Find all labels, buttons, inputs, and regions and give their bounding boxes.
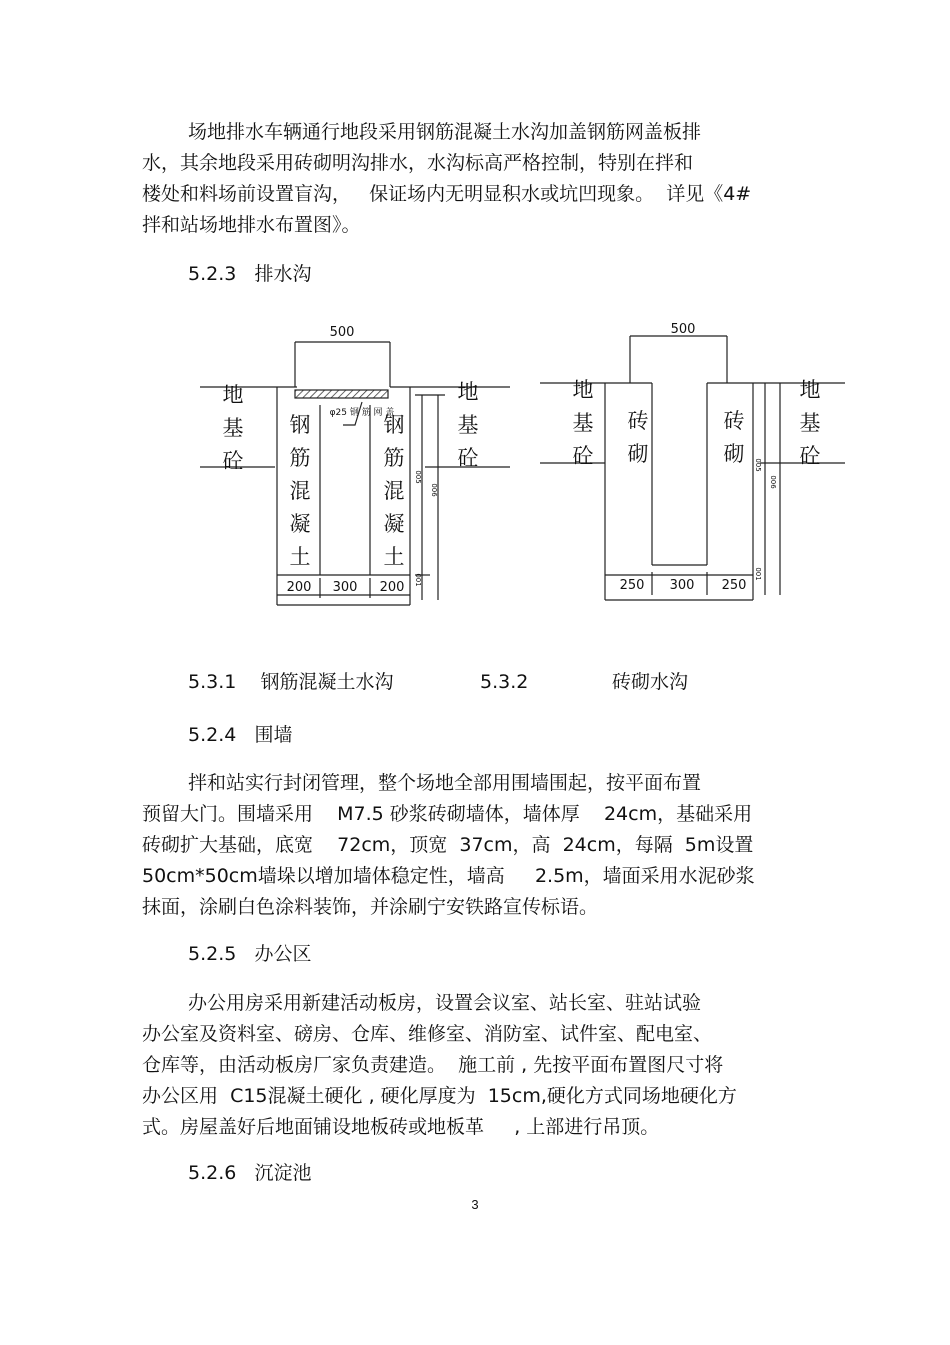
rc-ground-left-char: 地 — [222, 383, 244, 407]
rc-cover-label: φ25 钢 筋 网 盖 — [329, 408, 395, 418]
rc-wall-left-char: 凝 — [289, 512, 311, 536]
rc-ground-right-char: 基 — [457, 413, 479, 437]
figure-caption-brick-ditch: 砖砌水沟 — [612, 671, 689, 693]
rc-wall-right-char: 钢 — [383, 413, 405, 437]
rc-ground-right-char: 地 — [457, 380, 479, 404]
brick-ground-left-char: 基 — [572, 411, 594, 435]
brick-wall-right-char: 砌 — [723, 442, 745, 466]
brick-ground-left-char: 地 — [572, 378, 594, 402]
brick-bottom-dim: 250 — [619, 578, 645, 593]
rc-top-width-label: 500 — [329, 325, 355, 340]
para2-line-5: 抹面，涂刷白色涂料装饰，并涂刷宁安铁路宣传标语。 — [142, 896, 599, 918]
para3-line-4: 办公区用 C15混凝土硬化 , 硬化厚度为 15cm,硬化方式同场地硬化方 — [142, 1085, 737, 1107]
rc-ground-right-char: 砼 — [457, 446, 479, 470]
rc-wall-right-char: 凝 — [383, 512, 405, 536]
brick-ground-right-char: 基 — [799, 411, 821, 435]
brick-top-width-label: 500 — [670, 322, 696, 337]
figure-caption-number: 5.3.2 — [480, 671, 529, 693]
para3-line-5: 式。房屋盖好后地面铺设地板砖或地板革 , 上部进行吊顶。 — [142, 1116, 660, 1138]
section-heading-5-2-6: 5.2.6 沉淀池 — [188, 1162, 312, 1184]
para1-line-4: 拌和站场地排水布置图》。 — [142, 214, 361, 236]
rc-wall-right-char: 筋 — [383, 446, 405, 470]
para2-line-2: 预留大门。围墙采用 M7.5 砂浆砖砌墙体，墙体厚 24cm，基础采用 — [142, 803, 753, 825]
ditch-cross-section-figure — [195, 315, 855, 615]
para1-line-2: 水，其余地段采用砖砌明沟排水，水沟标高严格控制，特别在拌和 — [142, 152, 694, 174]
brick-ground-left-char: 砼 — [572, 444, 594, 468]
rc-wall-left-char: 混 — [289, 479, 311, 503]
para3-line-3: 仓库等，由活动板房厂家负责建造。 施工前 , 先按平面布置图尺寸将 — [142, 1054, 724, 1076]
rc-bottom-dim: 200 — [286, 580, 312, 595]
brick-wall-right-char: 砖 — [723, 409, 745, 433]
rc-bottom-dim: 200 — [379, 580, 405, 595]
brick-wall-left-char: 砖 — [627, 409, 649, 433]
rc-wall-right-char: 混 — [383, 479, 405, 503]
rc-side-dim-500: 005 — [414, 470, 422, 484]
rc-ground-left-char: 砼 — [222, 449, 244, 473]
para2-line-1: 拌和站实行封闭管理，整个场地全部用围墙围起，按平面布置 — [188, 772, 702, 794]
brick-bottom-dim: 300 — [669, 578, 695, 593]
page-number: 3 — [471, 1197, 479, 1212]
section-heading-5-2-5: 5.2.5 办公区 — [188, 943, 312, 965]
rc-wall-left-char: 钢 — [289, 413, 311, 437]
rc-wall-right-char: 土 — [383, 545, 405, 569]
brick-ground-right-char: 砼 — [799, 444, 821, 468]
section-heading-5-2-3: 5.2.3 排水沟 — [188, 263, 312, 285]
rc-wall-left-char: 土 — [289, 545, 311, 569]
brick-side-dim-500: 005 — [754, 458, 762, 472]
rc-side-dim-900: 006 — [430, 483, 438, 497]
para1-line-3: 楼处和料场前设置盲沟， 保证场内无明显积水或坑凹现象。 详见《4# — [142, 183, 752, 205]
para2-line-3: 砖砌扩大基础，底宽 72cm，顶宽 37cm，高 24cm，每隔 5m设置 — [142, 834, 754, 856]
rc-bottom-dim: 300 — [332, 580, 358, 595]
para1-line-1: 场地排水车辆通行地段采用钢筋混凝土水沟加盖钢筋网盖板排 — [188, 121, 702, 143]
brick-wall-left-char: 砌 — [627, 442, 649, 466]
para2-line-4: 50cm*50cm墙垛以增加墙体稳定性，墙高 2.5m，墙面采用水泥砂浆 — [142, 865, 755, 887]
brick-side-dim-100: 001 — [754, 567, 762, 581]
rc-wall-left-char: 筋 — [289, 446, 311, 470]
brick-side-dim-900: 006 — [769, 475, 777, 489]
brick-ground-right-char: 地 — [799, 378, 821, 402]
rc-ground-left-char: 基 — [222, 416, 244, 440]
para3-line-1: 办公用房采用新建活动板房，设置会议室、站长室、驻站试验 — [188, 992, 702, 1014]
brick-ditch-diagram — [540, 336, 845, 600]
section-heading-5-2-4: 5.2.4 围墙 — [188, 724, 293, 746]
brick-bottom-dim: 250 — [721, 578, 747, 593]
para3-line-2: 办公室及资料室、磅房、仓库、维修室、消防室、试件室、配电室、 — [142, 1023, 713, 1045]
rc-side-dim-100: 001 — [414, 573, 422, 587]
figure-caption-rc-ditch: 5.3.1 钢筋混凝土水沟 — [188, 671, 394, 693]
